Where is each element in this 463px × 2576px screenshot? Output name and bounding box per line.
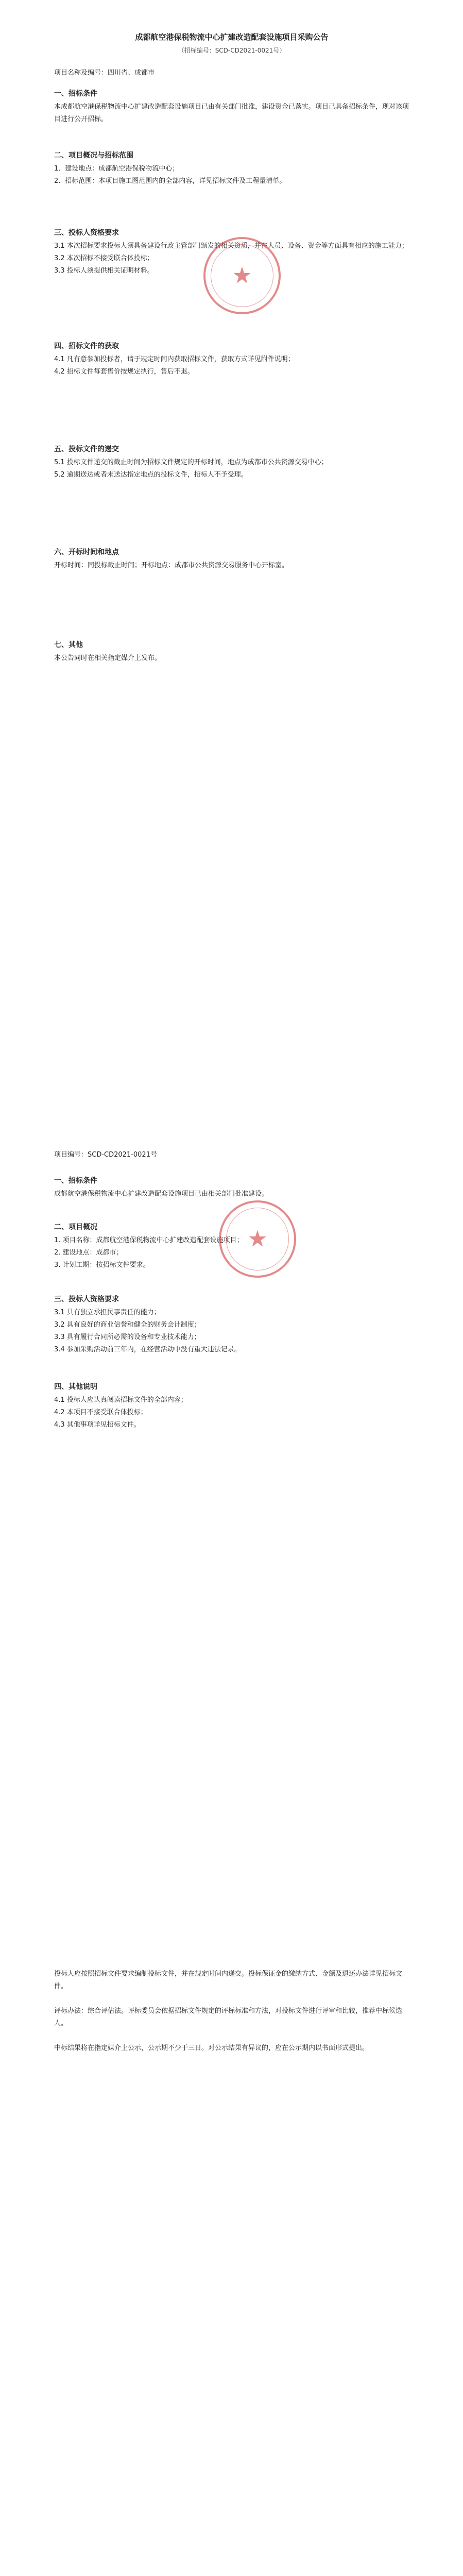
p2-section-4-heading: 四、其他说明 <box>54 1383 97 1391</box>
section-2-body: 1．建设地点：成都航空港保税物流中心； 2．招标范围：本项目施工图范围内的全部内容，详见招标文件及工程量清单。 <box>54 165 286 185</box>
section-7-heading: 七、其他 <box>54 641 83 649</box>
official-seal-icon <box>203 237 281 314</box>
document-page-3 <box>49 1958 415 2576</box>
p2-section-3-heading: 三、投标人资格要求 <box>54 1295 119 1303</box>
section-5-body: 5.1 投标文件递交的截止时间为招标文件规定的开标时间，地点为成都市公共资源交易中心； 5.2 逾期送达或者未送达指定地点的投标文件，招标人不予受理。 <box>54 459 328 479</box>
section-1-heading: 一、招标条件 <box>54 90 97 98</box>
p2-section-1-heading: 一、招标条件 <box>54 1177 97 1185</box>
section-3-body: 3.1 本次招标要求投标人须具备建设行政主管部门颁发的相关资质，并在人员、设备、资金等方面具有相应的施工能力； 3.2 本次招标不接受联合体投标； 3.3 投标人须提供相关证明材料。 <box>54 242 408 275</box>
section-6-body: 开标时间：同投标截止时间；开标地点：成都市公共资源交易服务中心开标室。 <box>54 562 289 569</box>
section-6-heading: 六、开标时间和地点 <box>54 548 119 556</box>
p2-section-4-body: 4.1 投标人应认真阅读招标文件的全部内容； 4.2 本项目不接受联合体投标； 4.3 其他事项详见招标文件。 <box>54 1396 187 1429</box>
section-3-heading: 三、投标人资格要求 <box>54 229 119 237</box>
p2-section-1-body: 成都航空港保税物流中心扩建改造配套设施项目已由相关部门批准建设。 <box>54 1190 269 1198</box>
section-2-heading: 二、项目概况与招标范围 <box>54 151 133 160</box>
document-page-1 <box>49 21 415 1118</box>
document-subtitle: （招标编号：SCD-CD2021-0021号） <box>178 47 286 54</box>
document-page-2 <box>49 1139 415 1937</box>
section-1-body: 本成都航空港保税物流中心扩建改造配套设施项目已由有关部门批准，建设资金已落实。项目已具备招标条件，现对该项目进行公开招标。 <box>54 103 409 123</box>
p2-section-3-body: 3.1 具有独立承担民事责任的能力； 3.2 具有良好的商业信誉和健全的财务会计制度； 3.3 具有履行合同所必需的设备和专业技术能力； 3.4 参加采购活动前三年内，在经营活动中没有重大违法记录。 <box>54 1309 241 1353</box>
page-3-body: 投标人应按照招标文件要求编制投标文件，并在规定时间内递交。投标保证金的缴纳方式、金额及退还办法详见招标文件。 评标办法：综合评估法。评标委员会依据招标文件规定的评标标准和方法，对投标文件进行评审和比较，推荐中标候选人。 中标结果将在指定媒介上公示，公示期不少于三日。对公示结果有异议的，应在公示期内以书面形式提出。 <box>54 1970 403 2052</box>
section-7-body: 本公告同时在相关指定媒介上发布。 <box>54 654 162 662</box>
official-seal-icon <box>219 1200 296 1278</box>
document-title: 成都航空港保税物流中心扩建改造配套设施项目采购公告 <box>135 32 329 42</box>
page-2-header: 项目编号：SCD-CD2021-0021号 <box>54 1151 157 1159</box>
section-4-body: 4.1 凡有意参加投标者，请于规定时间内获取招标文件，获取方式详见附件说明； 4.2 招标文件每套售价按规定执行，售后不退。 <box>54 355 295 376</box>
p2-section-2-body: 1. 项目名称：成都航空港保税物流中心扩建改造配套设施项目； 2. 建设地点：成都市； 3. 计划工期：按招标文件要求。 <box>54 1236 244 1269</box>
p2-section-2-heading: 二、项目概况 <box>54 1223 97 1231</box>
preamble: 项目名称及编号：四川省、成都市 <box>54 69 155 77</box>
section-5-heading: 五、投标文件的递交 <box>54 445 119 453</box>
section-4-heading: 四、招标文件的获取 <box>54 342 119 350</box>
